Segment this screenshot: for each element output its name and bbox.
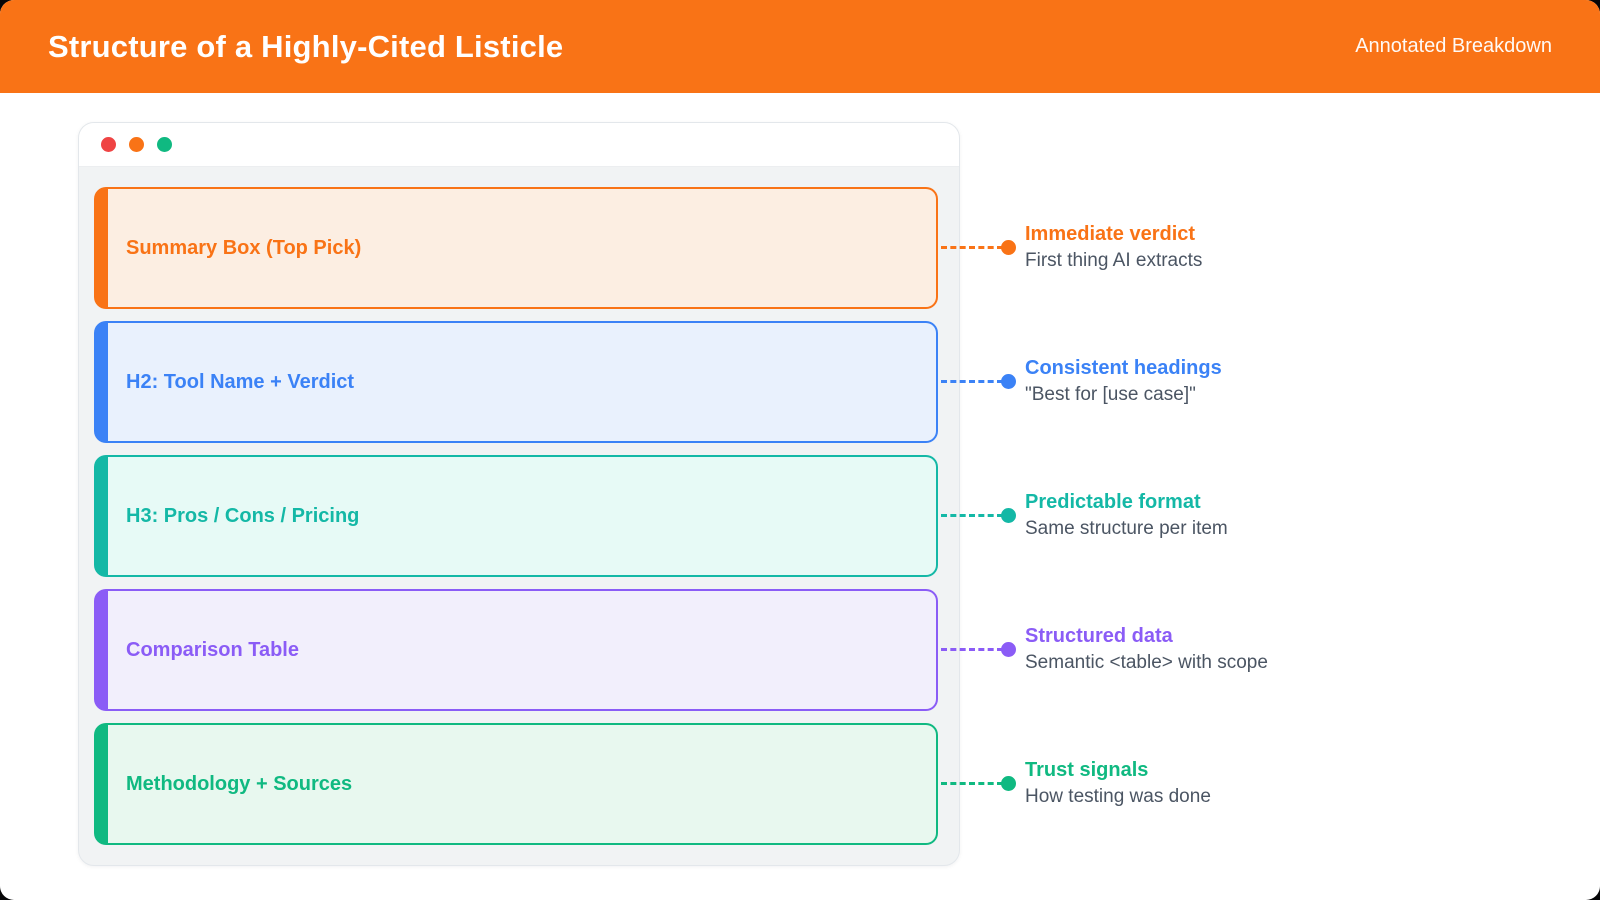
annotation-title: Immediate verdict	[1025, 222, 1196, 245]
connector-line	[941, 514, 1003, 517]
annotation-title: Trust signals	[1025, 758, 1149, 781]
connector-dot-icon	[1001, 508, 1016, 523]
annotation-structured-data	[941, 609, 1541, 689]
section-label: H3: Pros / Cons / Pricing	[126, 504, 360, 527]
annotation-text	[1025, 624, 1268, 675]
annotation-note: First thing AI extracts	[1025, 249, 1203, 271]
window-content	[79, 167, 959, 866]
section-label: Comparison Table	[126, 638, 299, 661]
section-comparison-table	[94, 589, 938, 711]
annotation-title: Consistent headings	[1025, 356, 1222, 379]
section-label: Summary Box (Top Pick)	[126, 236, 362, 259]
annotation-note: How testing was done	[1025, 785, 1211, 807]
connector-dot-icon	[1001, 642, 1016, 657]
annotation-text	[1025, 222, 1202, 273]
connector-line	[941, 380, 1003, 383]
annotation-text	[1025, 758, 1211, 809]
connector-dot-icon	[1001, 776, 1016, 791]
annotation-note: Semantic <table> with scope	[1025, 651, 1268, 673]
section-summary-box	[94, 187, 938, 309]
section-methodology	[94, 723, 938, 845]
annotation-title: Structured data	[1025, 624, 1173, 647]
annotation-consistent-headings	[941, 341, 1541, 421]
annotation-text	[1025, 490, 1228, 541]
window-control-red-icon	[101, 137, 116, 152]
window-control-orange-icon	[129, 137, 144, 152]
section-label: Methodology + Sources	[126, 772, 353, 795]
annotation-predictable-format	[941, 475, 1541, 555]
page-title: Structure of a Highly-Cited Listicle	[48, 28, 564, 64]
connector-line	[941, 246, 1003, 249]
browser-window	[78, 122, 960, 866]
annotation-text	[1025, 356, 1222, 407]
connector-line	[941, 782, 1003, 785]
annotation-note: Same structure per item	[1025, 517, 1228, 539]
section-h2-tool-name	[94, 321, 938, 443]
page-header	[0, 0, 1600, 93]
section-h3-pros-cons	[94, 455, 938, 577]
annotation-trust-signals	[941, 743, 1541, 823]
header-badge: Annotated Breakdown	[1355, 35, 1552, 57]
annotation-title: Predictable format	[1025, 490, 1201, 513]
annotation-note: "Best for [use case]"	[1025, 383, 1196, 405]
annotation-immediate-verdict	[941, 207, 1541, 287]
connector-line	[941, 648, 1003, 651]
window-titlebar	[79, 123, 959, 167]
section-label: H2: Tool Name + Verdict	[126, 370, 355, 393]
window-control-green-icon	[157, 137, 172, 152]
connector-dot-icon	[1001, 240, 1016, 255]
connector-dot-icon	[1001, 374, 1016, 389]
